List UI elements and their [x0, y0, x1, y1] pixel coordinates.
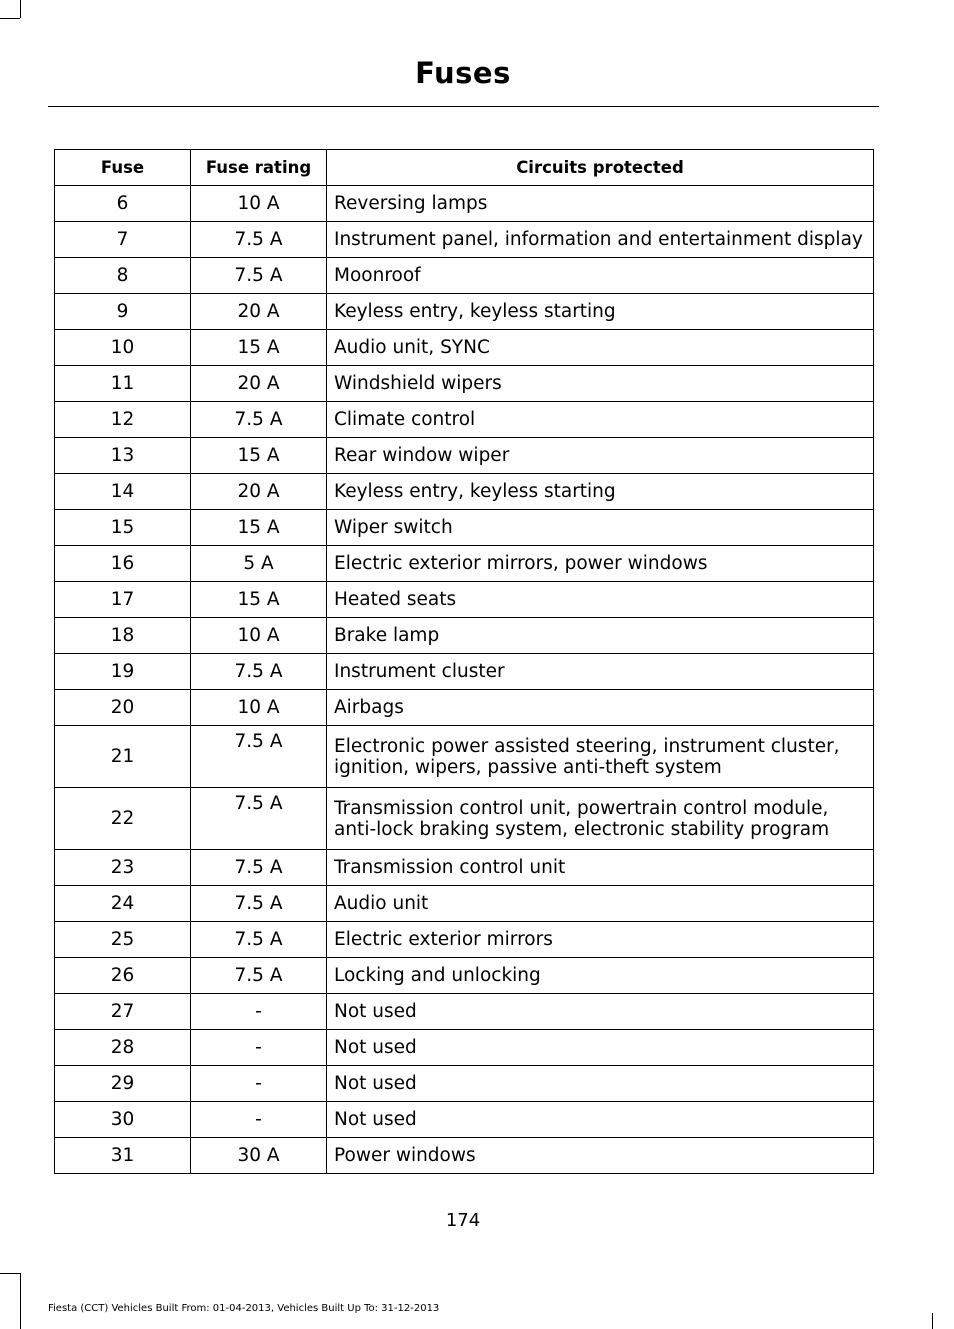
- page-number: 174: [445, 1210, 481, 1231]
- circuits-protected: Brake lamp: [327, 618, 874, 654]
- crop-mark-bottom-left-h: [0, 1273, 20, 1274]
- fuse-rating: 20 A: [191, 366, 327, 402]
- fuse-number: 26: [55, 958, 191, 994]
- fuse-number: 21: [55, 726, 191, 788]
- circuits-protected: Not used: [327, 1030, 874, 1066]
- circuits-protected: Instrument cluster: [327, 654, 874, 690]
- table-row: [55, 294, 874, 330]
- table-row: [55, 690, 874, 726]
- fuse-number: 18: [55, 618, 191, 654]
- circuits-protected: Rear window wiper: [327, 438, 874, 474]
- fuse-rating: -: [191, 1102, 327, 1138]
- fuse-rating: 10 A: [191, 186, 327, 222]
- circuits-protected: Not used: [327, 1102, 874, 1138]
- fuse-number: 14: [55, 474, 191, 510]
- circuits-protected: Power windows: [327, 1138, 874, 1174]
- table-row: [55, 402, 874, 438]
- circuits-protected: Not used: [327, 1066, 874, 1102]
- fuse-rating: 7.5 A: [191, 850, 327, 886]
- table-row: [55, 1066, 874, 1102]
- fuse-rating: 15 A: [191, 582, 327, 618]
- fuse-number: 20: [55, 690, 191, 726]
- fuse-number: 13: [55, 438, 191, 474]
- fuse-number: 16: [55, 546, 191, 582]
- table-body: [55, 186, 874, 1174]
- fuse-number: 17: [55, 582, 191, 618]
- fuse-rating: -: [191, 1030, 327, 1066]
- fuse-rating: 20 A: [191, 294, 327, 330]
- fuse-rating: 10 A: [191, 690, 327, 726]
- table-row: [55, 850, 874, 886]
- circuits-protected: Airbags: [327, 690, 874, 726]
- fuse-number: 8: [55, 258, 191, 294]
- fuse-rating: 20 A: [191, 474, 327, 510]
- table-row: [55, 726, 874, 788]
- circuits-protected: Audio unit, SYNC: [327, 330, 874, 366]
- fuse-rating: -: [191, 1066, 327, 1102]
- header-fuse-rating: Fuse rating: [191, 150, 327, 186]
- table-row: [55, 258, 874, 294]
- circuits-protected: Moonroof: [327, 258, 874, 294]
- fuse-number: 27: [55, 994, 191, 1030]
- circuits-protected: Electric exterior mirrors, power windows: [327, 546, 874, 582]
- table-row: [55, 330, 874, 366]
- fuse-number: 9: [55, 294, 191, 330]
- fuse-table: [54, 149, 874, 1174]
- fuse-number: 28: [55, 1030, 191, 1066]
- crop-mark-bottom-left-v: [20, 1273, 21, 1329]
- header-circuits-protected: Circuits protected: [327, 150, 874, 186]
- table-row: [55, 994, 874, 1030]
- table-row: [55, 366, 874, 402]
- circuits-protected: Keyless entry, keyless starting: [327, 294, 874, 330]
- fuse-rating: 7.5 A: [191, 222, 327, 258]
- table-row: [55, 886, 874, 922]
- fuse-rating: 7.5 A: [191, 958, 327, 994]
- fuse-rating: 7.5 A: [191, 654, 327, 690]
- table-row: [55, 922, 874, 958]
- fuse-rating: -: [191, 994, 327, 1030]
- fuse-rating: 15 A: [191, 510, 327, 546]
- fuse-rating: 30 A: [191, 1138, 327, 1174]
- table-row: [55, 474, 874, 510]
- circuits-protected: Wiper switch: [327, 510, 874, 546]
- fuse-number: 6: [55, 186, 191, 222]
- circuits-protected: Transmission control unit, powertrain control module, anti-lock braking system, electronic stability program: [327, 788, 874, 850]
- crop-mark-top-left-v: [20, 0, 21, 18]
- table-row: [55, 186, 874, 222]
- fuse-number: 30: [55, 1102, 191, 1138]
- circuits-protected: Climate control: [327, 402, 874, 438]
- fuse-rating: 7.5 A: [191, 258, 327, 294]
- table-row: [55, 582, 874, 618]
- circuits-protected: Windshield wipers: [327, 366, 874, 402]
- table-row: [55, 438, 874, 474]
- header-fuse: Fuse: [55, 150, 191, 186]
- table-row: [55, 546, 874, 582]
- fuse-rating: 7.5 A: [191, 886, 327, 922]
- title-divider: [48, 106, 879, 107]
- circuits-protected: Heated seats: [327, 582, 874, 618]
- fuse-number: 10: [55, 330, 191, 366]
- table-header-row: [55, 150, 874, 186]
- fuse-rating: 15 A: [191, 438, 327, 474]
- circuits-protected: Electronic power assisted steering, instrument cluster, ignition, wipers, passive anti-theft system: [327, 726, 874, 788]
- fuse-number: 19: [55, 654, 191, 690]
- circuits-protected: Reversing lamps: [327, 186, 874, 222]
- circuits-protected: Audio unit: [327, 886, 874, 922]
- fuse-number: 23: [55, 850, 191, 886]
- circuits-protected: Keyless entry, keyless starting: [327, 474, 874, 510]
- table-row: [55, 958, 874, 994]
- table-row: [55, 1102, 874, 1138]
- circuits-protected: Not used: [327, 994, 874, 1030]
- table-row: [55, 222, 874, 258]
- circuits-protected: Instrument panel, information and entertainment display: [327, 222, 874, 258]
- fuse-number: 22: [55, 788, 191, 850]
- fuse-number: 29: [55, 1066, 191, 1102]
- fuse-rating: 10 A: [191, 618, 327, 654]
- fuse-number: 11: [55, 366, 191, 402]
- fuse-rating: 5 A: [191, 546, 327, 582]
- fuse-rating: 7.5 A: [191, 922, 327, 958]
- circuits-protected: Electric exterior mirrors: [327, 922, 874, 958]
- circuits-protected: Transmission control unit: [327, 850, 874, 886]
- table-row: [55, 1030, 874, 1066]
- fuse-rating: 7.5 A: [191, 726, 327, 788]
- fuse-number: 25: [55, 922, 191, 958]
- fuse-rating: 7.5 A: [191, 788, 327, 850]
- table-row: [55, 1138, 874, 1174]
- page-title: Fuses: [415, 56, 511, 90]
- table-row: [55, 618, 874, 654]
- fuse-number: 7: [55, 222, 191, 258]
- fuse-number: 15: [55, 510, 191, 546]
- table-row: [55, 510, 874, 546]
- table-row: [55, 654, 874, 690]
- table-row: [55, 788, 874, 850]
- crop-mark-bottom-right-v: [932, 1313, 933, 1329]
- fuse-number: 12: [55, 402, 191, 438]
- circuits-protected: Locking and unlocking: [327, 958, 874, 994]
- crop-mark-top-left-h: [0, 18, 20, 19]
- fuse-rating: 15 A: [191, 330, 327, 366]
- footer-text: Fiesta (CCT) Vehicles Built From: 01-04-2013, Vehicles Built Up To: 31-12-2013: [48, 1303, 440, 1314]
- fuse-rating: 7.5 A: [191, 402, 327, 438]
- fuse-number: 24: [55, 886, 191, 922]
- fuse-number: 31: [55, 1138, 191, 1174]
